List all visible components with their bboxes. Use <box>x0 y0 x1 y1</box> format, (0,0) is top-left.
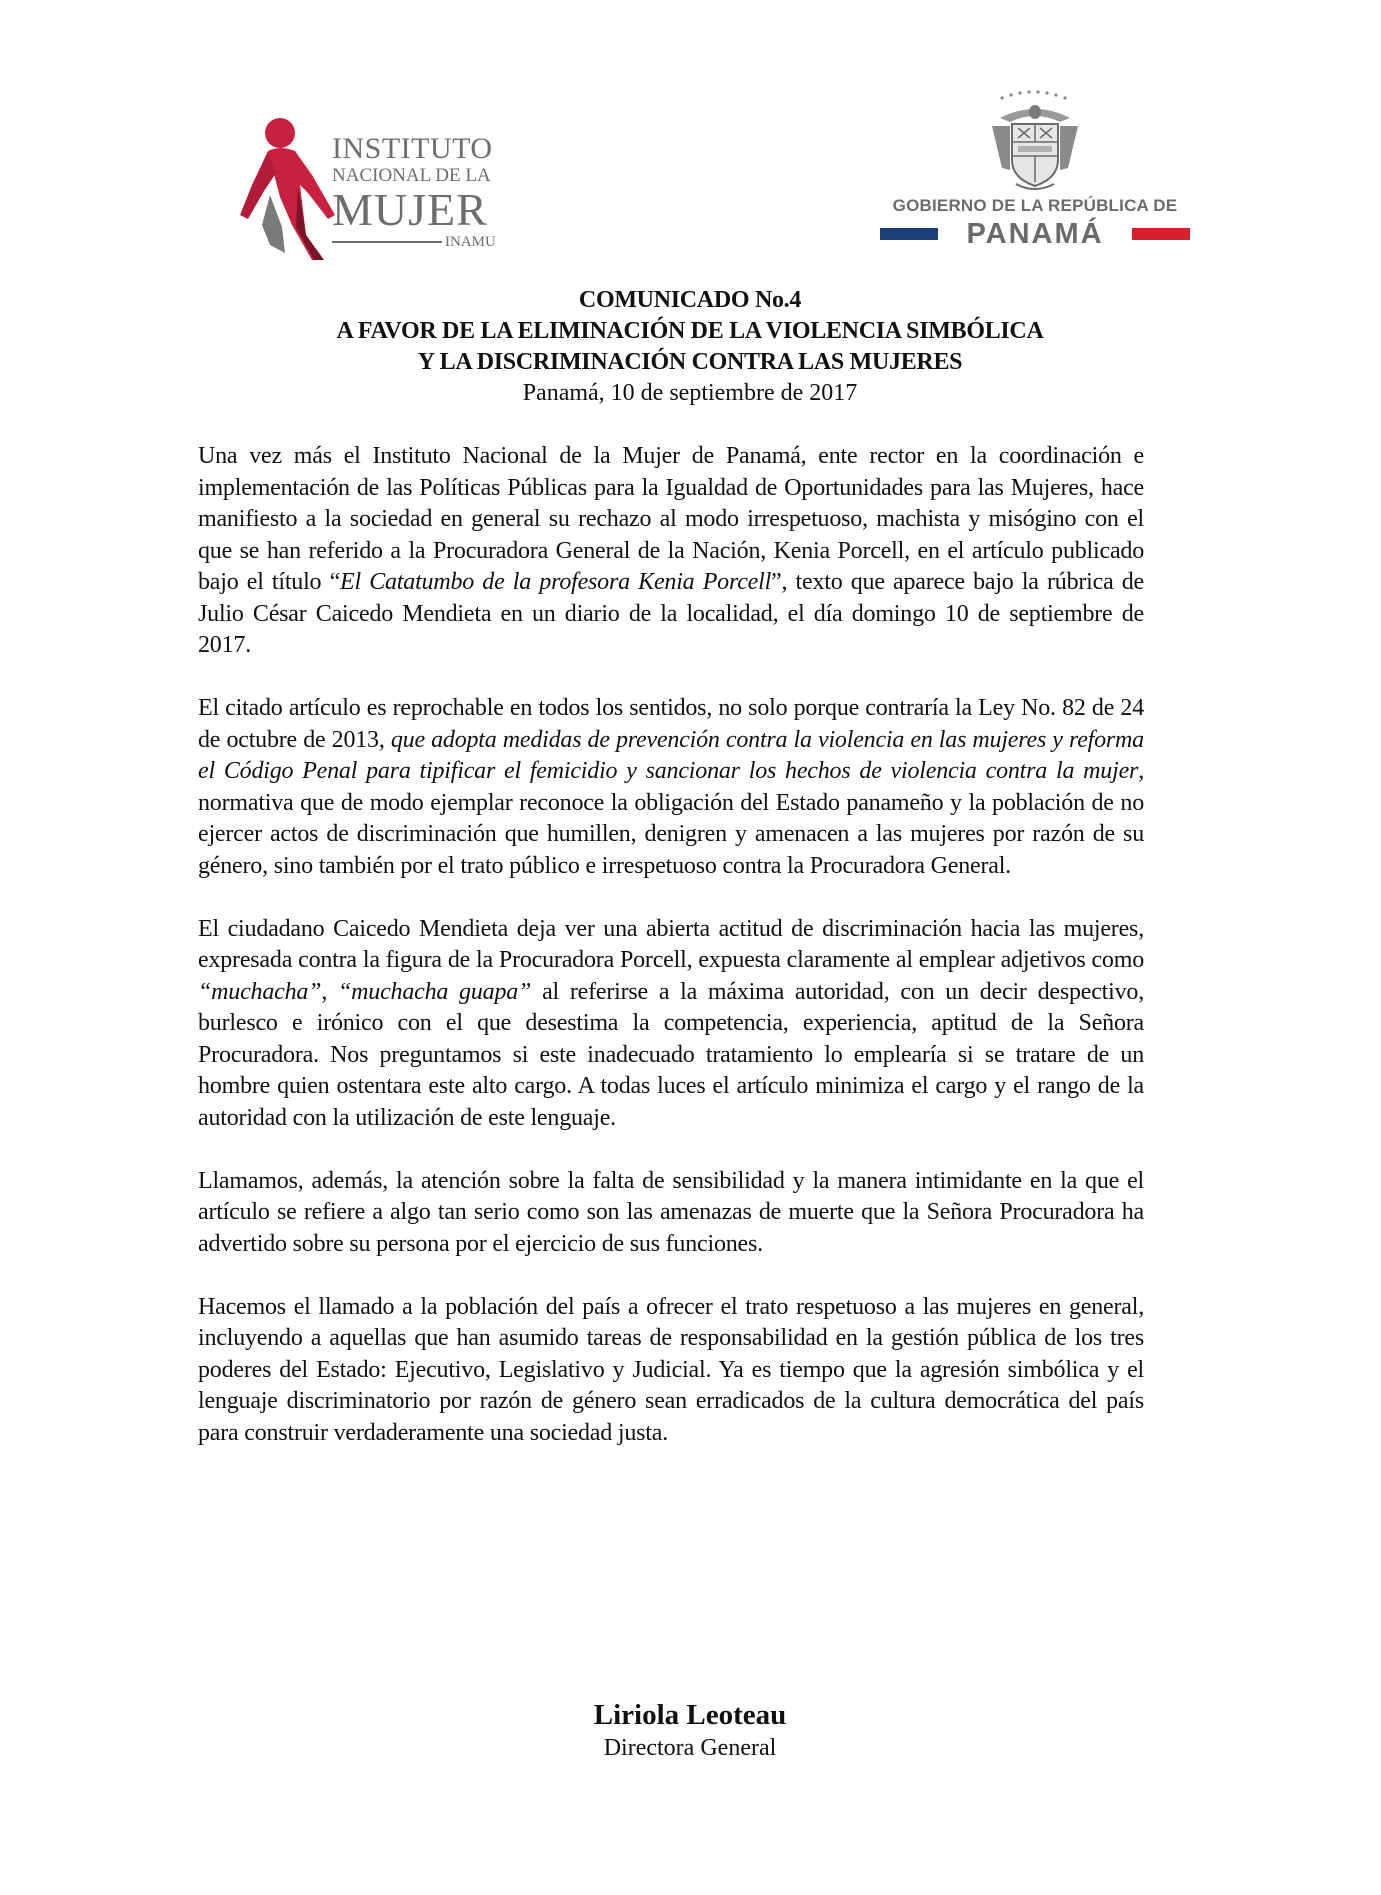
gobierno-panama-logo <box>880 90 1190 250</box>
communique-date: Panamá, 10 de septiembre de 2017 <box>522 380 858 406</box>
document-body <box>198 441 1144 1449</box>
gobierno-line-republica: GOBIERNO DE LA REPÚBLICA DE <box>892 196 1178 215</box>
inamu-line-mujer: MUJER <box>332 184 488 235</box>
inamu-logo <box>240 115 520 265</box>
gobierno-panama-wordmark: PANAMÁ <box>966 218 1104 250</box>
paragraph-2-text-a: El citado artículo es reprochable en todos los sentidos, no solo porque contraría la Ley No. 82 de 24 de octubre de 2013, <box>198 695 1144 753</box>
inamu-line-nacional: NACIONAL DE LA <box>332 165 491 186</box>
paragraph-2 <box>198 693 1144 882</box>
inamu-rule <box>332 241 442 243</box>
paragraph-3-italic-quote-2: “muchacha guapa” <box>338 978 532 1005</box>
paragraph-3-text-b: al referirse a la máxima autoridad, con un decir despectivo, burlesco e irónico con el que desestima la competencia, experiencia, aptitud de la Señora Procuradora. Nos preguntamos si este inadecuado tratamiento lo emplearía si se tratare de un hombre quien ostentara este alto cargo. A todas luces el artículo minimiza el cargo y el rango de la autoridad con la utilización de este lenguaje. <box>198 978 1145 1131</box>
gobierno-line-panama <box>880 218 1190 250</box>
signatory-name: Liriola Leoteau <box>593 1699 787 1731</box>
document-header <box>200 285 1180 409</box>
paragraph-3-text-mid: , <box>321 978 339 1005</box>
paragraph-3-italic-quote-1: “muchacha” <box>198 978 322 1005</box>
signatory-title: Directora General <box>603 1735 777 1761</box>
paragraph-1-text-a: Una vez más el Instituto Nacional de la Mujer de Panamá, ente rector en la coordinación e implementación de las Políticas Públicas para la Igualdad de Oportunidades para las Mujeres, hace manifiesto a la sociedad en general su rechazo al modo irrespetuoso, machista y misógino con el que se han referido a la Procuradora General de la Nación, Kenia Porcell, en el artículo publicado bajo el título “ <box>198 443 1144 595</box>
paragraph-1-italic-title: El Catatumbo de la profesora Kenia Porcell <box>340 569 772 595</box>
woman-figure-icon <box>240 115 340 260</box>
paragraph-3-text-a: El ciudadano Caicedo Mendieta deja ver una abierta actitud de discriminación hacia las mujeres, expresada contra la figura de la Procuradora Porcell, expuesta claramente al emplear adjetivos como <box>198 915 1144 973</box>
communique-title: COMUNICADO No.4 <box>578 287 802 313</box>
inamu-line-instituto: INSTITUTO <box>332 132 493 165</box>
communique-subtitle-line1: A FAVOR DE LA ELIMINACIÓN DE LA VIOLENCIA SIMBÓLICA <box>336 318 1044 344</box>
paragraph-3 <box>198 914 1144 1135</box>
coat-of-arms-icon <box>980 90 1090 195</box>
signature-block <box>490 1698 890 1764</box>
inamu-line-acronym <box>332 233 522 251</box>
inamu-wordmark <box>332 133 522 251</box>
red-flag-bar <box>1132 228 1190 240</box>
paragraph-1 <box>198 441 1144 662</box>
paragraph-2-text-b: , normativa que de modo ejemplar reconoce la obligación del Estado panameño y la población de no ejercer actos de discriminación que humillen, denigren y amenacen a las mujeres por razón de su género, sino también por el trato público e irrespetuoso contra la Procuradora General. <box>198 758 1144 879</box>
paragraph-1-text-b: ”, texto que aparece bajo la rúbrica de Julio César Caicedo Mendieta en un diario de la localidad, el día domingo 10 de septiembre de 2017. <box>198 569 1145 658</box>
paragraph-4: Llamamos, además, la atención sobre la falta de sensibilidad y la manera intimidante en la que el artículo se refiere a algo tan serio como son las amenazas de muerte que la Señora Procuradora ha advertido sobre su persona por el ejercicio de sus funciones. <box>198 1167 1144 1257</box>
communique-subtitle-line2: Y LA DISCRIMINACIÓN CONTRA LAS MUJERES <box>417 349 963 375</box>
paragraph-2-italic-law: que adopta medidas de prevención contra la violencia en las mujeres y reforma el Código Penal para tipificar el femicidio y sancionar los hechos de violencia contra la mujer <box>198 726 1144 784</box>
paragraph-5: Hacemos el llamado a la población del país a ofrecer el trato respetuoso a las mujeres en general, incluyendo a aquellas que han asumido tareas de responsabilidad en la gestión pública de los tres poderes del Estado: Ejecutivo, Legislativo y Judicial. Ya es tiempo que la agresión simbólica y el lenguaje discriminatorio por razón de género sean erradicados de la cultura democrática del país para construir verdaderamente una sociedad justa. <box>198 1293 1144 1446</box>
inamu-acronym: INAMU <box>445 234 496 250</box>
blue-flag-bar <box>880 228 938 240</box>
